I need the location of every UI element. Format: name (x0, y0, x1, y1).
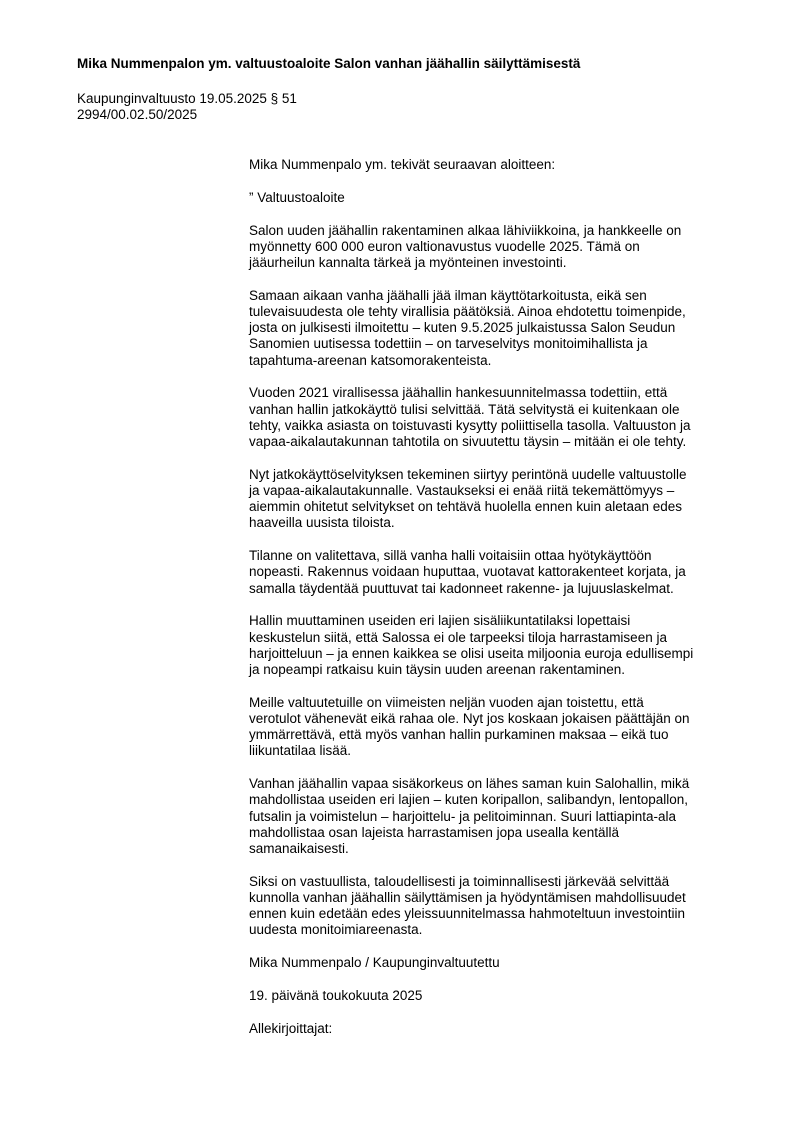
paragraph-line: harjoitteluun – ja ennen kaikkea se olisi useita miljoonia euroja edullisempi (249, 645, 694, 661)
signatories-label: Allekirjoittajat: (249, 1020, 333, 1036)
initiative-paragraphs (249, 223, 739, 939)
date-line: 19. päivänä toukokuuta 2025 (249, 988, 423, 1004)
paragraph-line: aiemmin ohitetut selvitykset on tehtävä huolella ennen kuin aletaan edes (249, 499, 683, 515)
paragraph-line: kunnolla vanhan jäähallin säilyttämisen ja hyödyntämisen mahdollisuudet (249, 890, 686, 906)
paragraph-line: mahdollistaa useiden eri lajien – kuten koripallon, salibandyn, lentopallon, (249, 792, 689, 808)
paragraph-line: Sanomien uutisessa todettiin – on tarveselvitys monitoimihallista ja (249, 336, 648, 352)
paragraph-line: Vanhan jäähallin vapaa sisäkorkeus on lähes saman kuin Salohallin, mikä (249, 776, 690, 792)
paragraph-line: tulevaisuudesta ole tehty virallisia päätöksiä. Ainoa ehdotettu toimenpide, (249, 304, 686, 319)
paragraph-line: keskustelun siitä, että Salossa ei ole tarpeeksi tiloja harrastamiseen ja (249, 629, 667, 645)
paragraph-line: samalla täydentää puuttuvat tai kadonneet rakenne- ja lujuuslaskelmat. (249, 580, 674, 596)
paragraph-line: Salon uuden jäähallin rakentaminen alkaa lähiviikkoina, ja hankkeelle on (249, 222, 682, 238)
paragraph-line: verotulot vähenevät eikä rahaa ole. Nyt jos koskaan jokaisen päättäjän on (249, 711, 690, 727)
paragraph-line: tehty, vaikka asiasta on toistuvasti kysytty poliittisella tasolla. Valtuuston ja (249, 417, 691, 433)
document-title: Mika Nummenpalon ym. valtuustoaloite Salon vanhan jäähallin säilyttämisestä (77, 56, 581, 71)
meeting-reference: Kaupunginvaltuusto 19.05.2025 § 51 (77, 91, 297, 106)
paragraph-line: Vuoden 2021 virallisessa jäähallin hankesuunnitelmassa todettiin, että (249, 385, 668, 401)
paragraph-line: mahdollistaa osan lajeista harrastamisen jopa usealla kentällä (249, 824, 619, 840)
paragraph-line: jääurheilun kannalta tärkeä ja myönteinen investointi. (249, 255, 567, 270)
paragraph-line: liikuntatilaa lisää. (249, 743, 352, 759)
document-body (249, 157, 739, 1054)
paragraph-line: ja vapaa-aikalautakunnalle. Vastaukseksi ei enää riitä tekemättömyys – (249, 483, 675, 499)
body-paragraph (249, 223, 739, 272)
case-number: 2994/00.02.50/2025 (77, 107, 198, 122)
body-paragraph (249, 695, 739, 760)
paragraph-line: futsalin ja voimistelun – harjoittelu- ja pelitoiminnan. Suuri lattiapinta-ala (249, 808, 676, 824)
intro-text: Mika Nummenpalo ym. tekivät seuraavan aloitteen: (249, 157, 556, 172)
body-paragraph (249, 548, 739, 597)
paragraph-line: Nyt jatkokäyttöselvityksen tekeminen siirtyy perintönä uudelle valtuustolle (249, 466, 687, 482)
paragraph-line: ymmärrettävä, että myös vanhan hallin purkaminen maksaa – eikä tuo (249, 727, 669, 743)
paragraph-line: ennen kuin edetään edes yleissuunnitelmassa hahmoteltuun investointiin (249, 906, 686, 922)
paragraph-line: myönnetty 600 000 euron valtionavustus vuodelle 2025. Tämä on (249, 238, 640, 254)
paragraph-line: uudesta monitoimiareenasta. (249, 922, 423, 938)
body-paragraph (249, 288, 739, 369)
paragraph-line: Tilanne on valitettava, sillä vanha halli voitaisiin ottaa hyötykäyttöön (249, 548, 652, 564)
initiative-heading: ” Valtuustoaloite (249, 189, 345, 205)
paragraph-line: ja nopeampi ratkaisu kuin täysin uuden areenan rakentaminen. (249, 662, 625, 678)
paragraph-line: Meille valtuutetuille on viimeisten neljän vuoden ajan toistettu, että (249, 694, 644, 710)
body-paragraph (249, 874, 739, 939)
paragraph-line: Siksi on vastuullista, taloudellisesti ja toiminnallisesti järkevää selvittää (249, 873, 670, 889)
paragraph-line: samanaikaisesti. (249, 841, 349, 857)
paragraph-line: Hallin muuttaminen useiden eri lajien sisäliikuntatilaksi lopettaisi (249, 613, 631, 629)
paragraph-line: vanhan hallin jatkokäyttö tulisi selvittää. Tätä selvitystä ei kuitenkaan ole (249, 401, 680, 417)
signature-line: Mika Nummenpalo / Kaupunginvaltuutettu (249, 955, 500, 971)
body-paragraph (249, 776, 739, 857)
document-meta (77, 91, 297, 123)
paragraph-line: josta on julkisesti ilmoitettu – kuten 9.5.2025 julkaistussa Salon Seudun (249, 320, 676, 336)
paragraph-line: nopeasti. Rakennus voidaan huputtaa, vuotavat kattorakenteet korjata, ja (249, 564, 686, 580)
body-paragraph (249, 385, 739, 450)
paragraph-line: haaveilla uusista tiloista. (249, 515, 395, 531)
body-paragraph (249, 613, 739, 678)
body-paragraph (249, 467, 739, 532)
paragraph-line: tapahtuma-areenan katsomorakenteista. (249, 352, 492, 368)
paragraph-line: vapaa-aikalautakunnan tahtotila on sivuutettu täysin – mitään ei ole tehty. (249, 434, 687, 450)
paragraph-line: Samaan aikaan vanha jäähalli jää ilman käyttötarkoitusta, eikä sen (249, 287, 647, 303)
